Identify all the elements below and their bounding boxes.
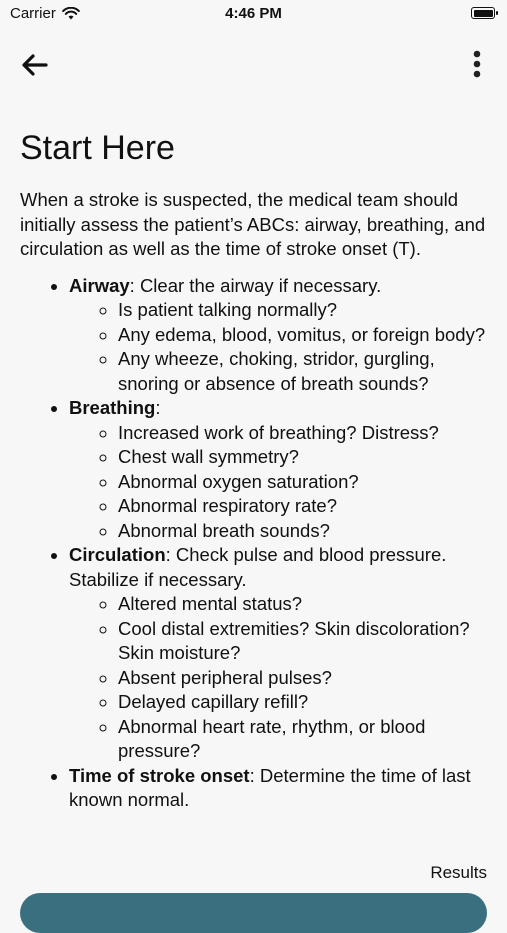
sub-list-item: ◦ Chest wall symmetry? (118, 445, 487, 470)
item-label: Circulation (69, 544, 166, 565)
intro-text: When a stroke is suspected, the medical team should initially assess the patient’s ABCs: airway, breathing, and circulation as well as the time of stroke onset (T). (20, 189, 486, 259)
sub-list (69, 421, 487, 544)
more-vertical-icon (467, 48, 487, 82)
item-text: : (155, 397, 161, 418)
content (20, 128, 487, 813)
list-item-airway (69, 274, 487, 397)
sub-list-item: ◦ Abnormal respiratory rate? (118, 494, 487, 519)
page-title: Start Here (20, 129, 175, 167)
item-text: : Determine the time of last known normal. (69, 764, 471, 810)
item-label: Breathing (69, 397, 156, 418)
results-button[interactable] (20, 893, 487, 933)
item-label: Airway (69, 274, 130, 296)
sub-list-item: ◦ Absent peripheral pulses? (118, 666, 487, 691)
sub-list (69, 298, 487, 396)
sub-list-item: ◦ Delayed capillary refill? (118, 690, 487, 715)
sub-list-item: ◦ Any wheeze, choking, stridor, gurgling, snoring or absence of breath sounds? (118, 347, 487, 396)
results-label: Results (430, 863, 487, 882)
sub-list-item: ◦ Abnormal oxygen saturation? (118, 470, 487, 495)
carrier-label: Carrier (10, 5, 56, 22)
status-time: 4:46 PM (225, 5, 282, 22)
sub-list (69, 592, 487, 764)
list-item-breathing (69, 396, 487, 543)
list-item-time-of-onset (69, 764, 487, 813)
sub-list-item: ◦ Increased work of breathing? Distress? (118, 421, 487, 446)
back-button[interactable] (18, 48, 52, 82)
sub-list-item: ◦ Any edema, blood, vomitus, or foreign body? (118, 323, 487, 348)
sub-list-item: ◦ Is patient talking normally? (118, 298, 487, 323)
more-menu-button[interactable] (467, 48, 487, 82)
item-text: : Check pulse and blood pressure. Stabilize if necessary. (69, 544, 447, 590)
sub-list-item: ◦ Abnormal heart rate, rhythm, or blood pressure? (118, 715, 487, 764)
item-label: Time of stroke onset (69, 764, 250, 786)
nav-bar (0, 40, 507, 90)
assessment-list (20, 274, 487, 813)
battery-icon (471, 7, 495, 19)
arrow-left-icon (18, 48, 52, 82)
sub-list-item: ◦ Abnormal breath sounds? (118, 519, 487, 544)
list-item-circulation (69, 543, 487, 764)
sub-list-item: ◦ Altered mental status? (118, 592, 487, 617)
status-bar (0, 0, 507, 28)
sub-list-item: ◦ Cool distal extremities? Skin discoloration? Skin moisture? (118, 617, 487, 666)
item-text: : Clear the airway if necessary. (129, 274, 382, 296)
